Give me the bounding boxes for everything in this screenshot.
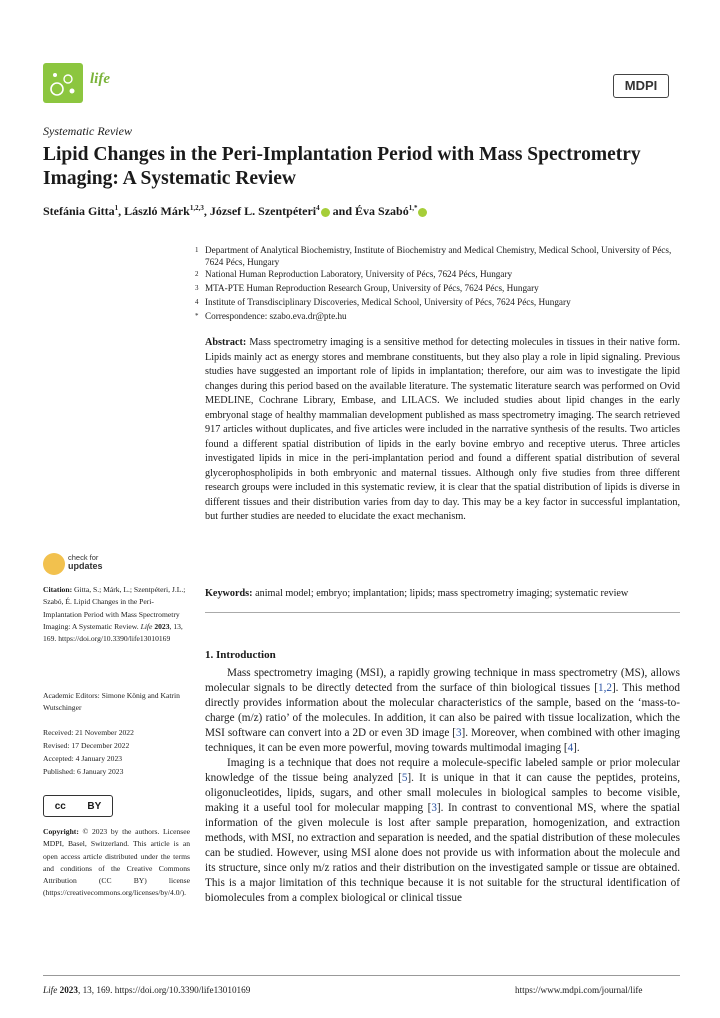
citation-link[interactable]: 4 bbox=[567, 742, 574, 754]
correspondence: * Correspondence: szabo.eva.dr@pte.hu bbox=[195, 311, 347, 321]
footer-divider bbox=[43, 975, 680, 976]
intro-body bbox=[205, 666, 680, 906]
citation-link[interactable]: 1,2 bbox=[597, 682, 612, 694]
keywords bbox=[205, 587, 680, 601]
author-affil-sup: 1,2,3 bbox=[189, 204, 204, 212]
footer-url[interactable]: https://www.mdpi.com/journal/life bbox=[515, 985, 643, 995]
affiliation: 1 Department of Analytical Biochemistry, Institute of Biochemistry and Medical Chemistry, Medical School, University of Pécs, 7624 Pécs, Hungary bbox=[195, 245, 672, 267]
keywords-label: Keywords: bbox=[205, 588, 253, 599]
cc-license-icon[interactable]: cc BY bbox=[43, 795, 113, 817]
author-affil-sup: 1,* bbox=[408, 204, 418, 212]
author-name[interactable]: József L. Szentpéteri bbox=[209, 204, 317, 218]
author-list: Stefánia Gitta$^1$, László Márk$^{1,2,3}$, József L. Szentpéteri$^4$ and Éva Szabó$^{1,*}$ bbox=[43, 204, 683, 219]
author-name[interactable]: Stefánia Gitta bbox=[43, 204, 115, 218]
section-heading: 1. Introduction bbox=[205, 649, 276, 661]
publisher-logo[interactable]: MDPI bbox=[613, 74, 669, 98]
author-name[interactable]: Éva Szabó bbox=[355, 204, 409, 218]
paragraph: Mass spectrometry imaging (MSI), a rapidly growing technique in mass spectrometry (MS), allows molecular signals to be directly detected from the surface of thin biological tissues [1,2]. This method directly provides information about the molecular characteristics of the sample, based on the ‘mass-to-charge (m/z) ratio’ of the molecules. In addition, it can also be paired with tissue localization, which the MSI software can convert into a 2D or even 3D image [3]. Moreover, when combined with other imaging techniques, it can be even more powerful, moving towards multimodal imaging [4]. bbox=[205, 667, 681, 754]
paragraph: Imaging is a technique that does not require a molecule-specific labeled sample or prior molecular knowledge of the tissue being analyzed [5]. It is unique in that it can cause the peptides, proteins, oligonucleotides, lipids, sugars, and other small molecules in biological samples to become visible, making it a useful tool for molecular mapping [3]. In contrast to conventional MS, where the spatial information of the given molecule is lost after sample preparation, homogenization, and extraction methods, with MSI, no extraction and separation is needed, and the spatial distribution of these molecules can be studied. However, using MSI alone does not provide us with information about the molecule and its structure, since only m/z ratios and their distribution on the investigated sample or tissue are obtained. This is a major limitation of this technique because it is not suitable for the structural identification of biomolecules from a complex biological or clinical tissue bbox=[205, 757, 681, 904]
abstract bbox=[205, 336, 680, 525]
citation-link[interactable]: 3 bbox=[431, 802, 437, 814]
copyright-block: Copyright: © 2023 by the authors. Licensee MDPI, Basel, Switzerland. This article is an open access article distributed under the terms and conditions of the Creative Commons Attribution (CC BY) license (https://creativecommons.org/licenses/by/4.0/). bbox=[43, 827, 190, 898]
citation-link[interactable]: 3 bbox=[455, 727, 462, 739]
article-type: Systematic Review bbox=[43, 124, 132, 138]
section-divider bbox=[205, 612, 680, 613]
orcid-icon[interactable] bbox=[418, 208, 427, 217]
academic-editors: Academic Editors: Simone König and Katrin Wutschinger bbox=[43, 691, 180, 713]
check-updates-label[interactable]: check for updates bbox=[68, 553, 103, 571]
footer-citation: Life 2023, 13, 169. https://doi.org/10.3390/life13010169 bbox=[43, 985, 251, 995]
affiliation: 2 National Human Reproduction Laboratory, University of Pécs, 7624 Pécs, Hungary bbox=[195, 269, 513, 279]
citation-block: Citation: Gitta, S.; Márk, L.; Szentpéteri, J.L.; Szabó, É. Lipid Changes in the Peri-Implantation Period with Mass Spectrometry Imaging: A Systematic Review. Life 2023, 13, 169. https://doi.org/10.3390/life13010169 bbox=[43, 585, 186, 644]
orcid-icon[interactable] bbox=[321, 208, 330, 217]
article-title: Lipid Changes in the Peri-Implantation Period with Mass Spectrometry Imaging: A Systematic Review bbox=[43, 144, 641, 189]
keywords-text: animal model; embryo; implantation; lipids; mass spectrometry imaging; systematic review bbox=[255, 588, 629, 599]
journal-name: life bbox=[90, 71, 110, 87]
received-date: Received: 21 November 2022 bbox=[43, 728, 134, 737]
journal-logo bbox=[43, 63, 83, 103]
affiliation: 4 Institute of Transdisciplinary Discoveries, Medical School, University of Pécs, 7624 Pécs, Hungary bbox=[195, 297, 571, 307]
author-affil-sup: 4 bbox=[316, 204, 320, 212]
revised-date: Revised: 17 December 2022 bbox=[43, 741, 130, 750]
author-affil-sup: 1 bbox=[114, 204, 119, 212]
published-date: Published: 6 January 2023 bbox=[43, 767, 124, 776]
check-for-updates-icon[interactable] bbox=[43, 553, 65, 575]
abstract-text: Mass spectrometry imaging is a sensitive method for detecting molecules in tissues in their native form. Lipids mainly act as energy stores and membrane constituents, but they also play a role in lipid signaling. Previous studies have suggested an important role of lipids in implantation; therefore, our aim was to investigate the lipid changes during this period based on the available literature. The systematic literature search was performed on Ovid MEDLINE, Cochrane Library, Embase, and LILACS. We included studies about lipid changes in the early embryonal stage of healthy mammalian development published as mass spectrometry imaging. The search retrieved 917 articles without duplicates, and five articles were included in the narrative synthesis of the results. Two articles found a different spatial distribution of lipids in the early bovine embryo and receptive uterus. Three articles investigated lipids in mice in the peri-implantation period and found a different spatial distribution of several glycerophospholipids in both embryonic and maternal tissues. Although only five studies from three different research groups were included in this systematic review, it is clear that the spatial distribution of lipids is diverse in different tissues and their distribution varies from day to day. This may be a key factor in successful implantation, but further studies are needed to elucidate the exact mechanism. bbox=[205, 337, 680, 522]
citation-link[interactable]: 5 bbox=[401, 772, 408, 784]
accepted-date: Accepted: 4 January 2023 bbox=[43, 754, 123, 763]
author-name[interactable]: László Márk bbox=[124, 204, 190, 218]
abstract-label: Abstract: bbox=[205, 337, 247, 348]
affiliation: 3 MTA-PTE Human Reproduction Research Group, University of Pécs, 7624 Pécs, Hungary bbox=[195, 283, 539, 293]
